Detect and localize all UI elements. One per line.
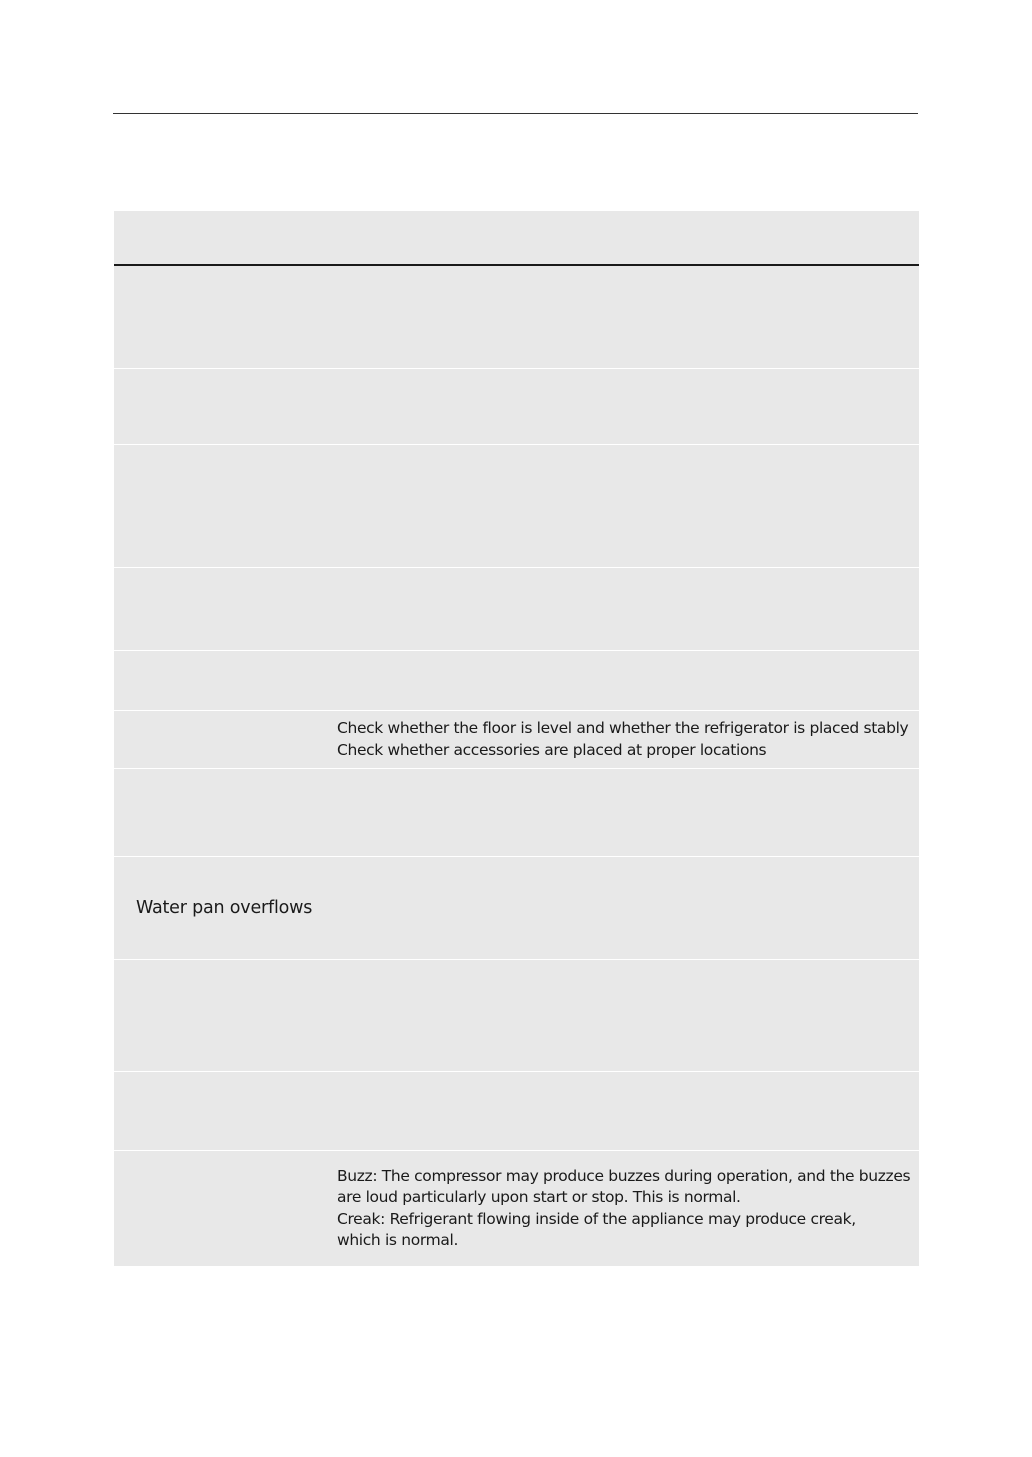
table-row bbox=[114, 1072, 919, 1151]
solution-line: Check whether the floor is level and whether the refrigerator is placed stably bbox=[337, 719, 909, 737]
problem-cell bbox=[136, 769, 326, 856]
problem-cell: Water pan overflows bbox=[136, 898, 313, 918]
solution-line: Creak: Refrigerant flowing inside of the appliance may produce creak, bbox=[337, 1209, 856, 1228]
table-row-water-pan bbox=[114, 857, 919, 960]
solution-line: are loud particularly upon start or stop. This is normal. bbox=[337, 1188, 741, 1206]
table-row bbox=[114, 369, 919, 445]
problem-cell bbox=[136, 960, 326, 1071]
table-row bbox=[114, 769, 919, 857]
top-rule bbox=[113, 113, 918, 114]
solution-line: which is normal. bbox=[337, 1231, 459, 1249]
problem-cell bbox=[136, 1072, 326, 1150]
solution-cell bbox=[337, 711, 917, 768]
table-row-noise bbox=[114, 1151, 919, 1266]
problem-cell bbox=[136, 568, 326, 650]
table-row bbox=[114, 445, 919, 568]
problem-cell bbox=[136, 445, 326, 567]
table-row bbox=[114, 266, 919, 369]
problem-cell bbox=[136, 711, 326, 768]
troubleshooting-table bbox=[114, 211, 919, 1266]
solution-line: Buzz: The compressor may produce buzzes during operation, and the buzzes bbox=[337, 1166, 911, 1185]
header-problem-cell bbox=[136, 211, 326, 264]
table-row-level-check bbox=[114, 711, 919, 769]
table-row bbox=[114, 651, 919, 711]
solution-line: Check whether accessories are placed at proper locations bbox=[337, 740, 767, 759]
problem-cell bbox=[136, 369, 326, 444]
solution-cell bbox=[337, 1151, 917, 1266]
table-row bbox=[114, 568, 919, 651]
problem-cell bbox=[136, 1151, 326, 1266]
table-header-row bbox=[114, 211, 919, 266]
table-row bbox=[114, 960, 919, 1072]
problem-cell bbox=[136, 266, 326, 368]
problem-cell bbox=[136, 651, 326, 710]
